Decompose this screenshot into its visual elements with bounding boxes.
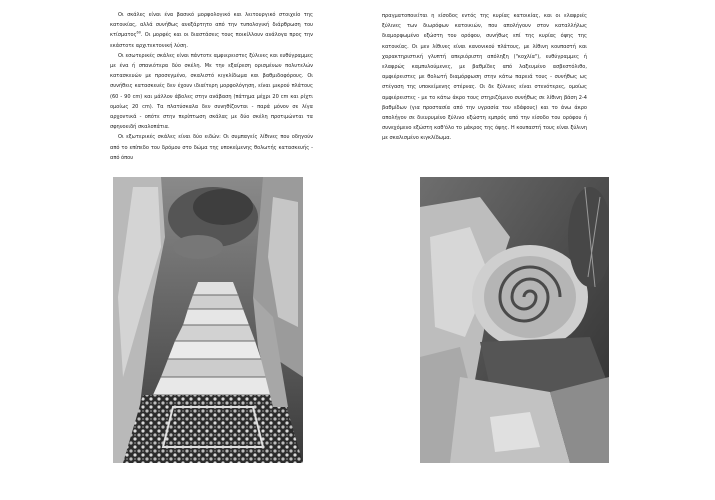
left-page bbox=[0, 0, 357, 500]
paragraph-stairs-intro bbox=[110, 10, 313, 51]
right-page-text bbox=[382, 11, 587, 144]
paragraph-interior-stairs: Οι εσωτερικές σκάλες είναι πάντοτε αμφιερειστες ξύλινες και ευθύγραμμες με ένα ή σπανιότερα δύο σκέλη. Με την εξαίρεση ορισμένων πολυτελών κατασκευών με προσεγμένο, σκαλιστό κιγκλίδωμα και βαθμιδοφόρους. Οι συνήθεις κατασκευές δεν έχουν ιδιαίτερη μορφολόγηση, είναι μικρού πλάτους (60 - 90 cm) και μάλλον άβολες στην ανάβαση (πάτημα μέχρι 20 cm και ρίχτι ομοίως 20 cm). Τα πλατύσκαλα δεν συνηθίζονται - παρά μόνον σε λίγα αρχοντικά - οπότε στην περίπτωση σκάλας με δύο σκέλη προτιμώνται τα σφηνοειδή σκαλοπάτια. bbox=[110, 52, 313, 131]
right-page bbox=[357, 0, 715, 500]
left-page-text bbox=[110, 10, 313, 163]
paragraph-stairs-intro-tail: . Οι μορφές και οι διαστάσεις τους ποικίλλουν ανάλογα προς την εκάστοτε αρχιτεκτονική λύση. bbox=[110, 32, 313, 49]
paragraph-exterior-stairs-cont: πραγματοποιείται η είσοδος εντός της κυρίας κατοικίας, και οι ελαφριές ξύλινες των διωρόφων κατοικιών, που απολήγουν στον καταλλήλως διαμορφωμένο εξώστη του ορόφου, συνήθως επί της κυρίας όψης της κατοικίας. Οι μεν λίθινες είναι κανονικού πλάτους, με λίθινη κουπαστή και χαρακτηριστική γλυπτή απεριόριστη απόληξη ("κοχλία"), ευθύγραμμες ή ελαφρώς καμπυλούμενες, με βαθμίδες από λαξευμένο ασβεστόλιθο, αμφιέρειστες με θολωτή διαμόρφωση στην κάτω παρειά τους - συνήθως ως στέγαση της υποκείμενης στέρνας. Οι δε ξύλινες είναι στενότερες, ομοίως αμφιέρειστες - με το κάτω άκρο τους στηριζόμενο συνήθως σε λίθινη βάση 2-4 βαθμίδων (για προστασία από την υγρασία του εδάφους) και το άνω άκρο απολήγον σε διευρυμένο ξύλινο εξώστη εμπρός από την είσοδο του ορόφου ή συνεχόμενο εξώστη καθ'όλο το μάκρος της όψης. Η κουπαστή τους είναι ξύλινη με σκαλισμένο κιγκλίδωμα. bbox=[382, 13, 587, 142]
scroll-carving-photo bbox=[420, 177, 609, 463]
paragraph-stairs-intro-text: Οι σκάλες είναι ένα βασικό μορφολογικό και λειτουργικό στοιχείο της κατοικίας, αλλά συνήθως ανεξάρτητο από την τυπολογική διάρθρωση του κτίσματος bbox=[110, 12, 313, 39]
footnote-marker: 60 bbox=[136, 30, 141, 35]
paragraph-exterior-stairs: Οι εξωτερικές σκάλες είναι δύο ειδών: Οι συμπαγείς λίθινες που οδηγούν από το επίπεδο του δρόμου στο δώμα της υποκείμενης θολωτής κατασκευής - από όπου bbox=[110, 134, 313, 161]
stone-staircase-photo bbox=[113, 177, 303, 463]
